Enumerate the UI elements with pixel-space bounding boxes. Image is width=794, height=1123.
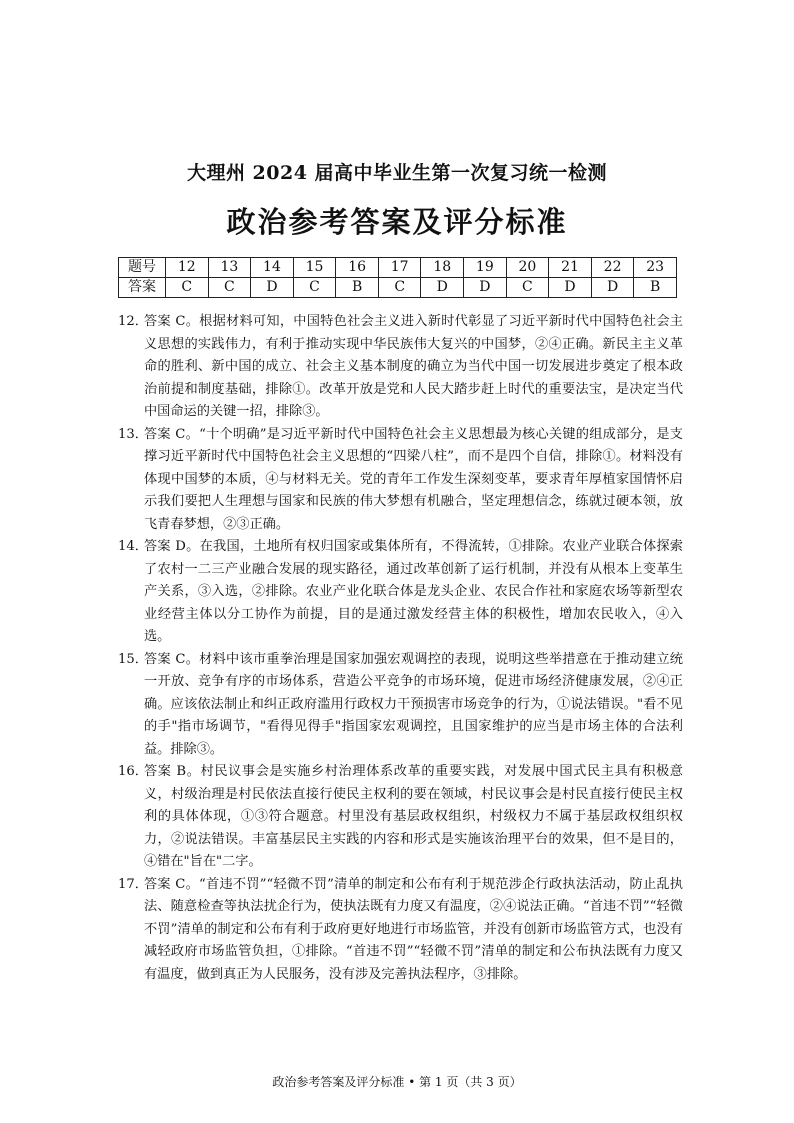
answer-cell: D [591,278,634,298]
answer-cell: B [336,278,379,298]
answer-table [118,257,677,298]
answer-cell: C [293,278,336,298]
question-number-header: 题号 [119,258,166,278]
exam-title: 大理州 2024 届高中毕业生第一次复习统一检测 [186,162,608,184]
document-subtitle: 政治参考答案及评分标准 [226,205,568,239]
item-number: 13． [118,426,148,442]
question-number-cell: 22 [591,258,634,278]
question-number-cell: 19 [464,258,507,278]
question-number-cell: 21 [549,258,592,278]
item-number: 16． [118,764,148,779]
item-text: 答案 C。材料中该市重拳治理是国家加强宏观调控的表现，说明这些举措意在于推动建立统一开放、竞争有序的市场体系，营造公平竞争的市场环境，促进市场经济健康发展，②④正确。应该依法制止和纠正政府滥用行政权力干预损害市场竞争的行为，①说法错误。"看不见的手"指市场调节，"看得见得手"指国家宏观调控，且国家维护的应当是市场主体的合法利益。排除③。 [144,651,683,757]
question-number-cell: 15 [293,258,336,278]
question-number-cell: 23 [634,258,677,278]
question-number-cell: 12 [166,258,209,278]
item-text: 答案 C。根据材料可知，中国特色社会主义进入新时代彰显了习近平新时代中国特色社会主义思想的实践伟力，有利于推动实现中华民族伟大复兴的中国梦，②④正确。新民主主义革命的胜利、新中国的成立、社会主义基本制度的确立为当代中国一切发展进步奠定了根本政治前提和制度基础，排除①。改革开放是党和人民大踏步赶上时代的重要法宝，是决定当代中国命运的关键一招，排除③。 [144,314,683,419]
question-number-cell: 18 [421,258,464,278]
answer-cell: C [208,278,251,298]
answer-cell: C [166,278,209,298]
item-text: 答案 D。在我国，土地所有权归国家或集体所有，不得流转，①排除。农业产业联合体探索了农村一二三产业融合发展的现实路径，通过改革创新了运行机制，并没有从根本上变革生产关系，③入选，②排除。农业产业化联合体是龙头企业、农民合作社和家庭农场等新型农业经营主体以分工协作为前提，目的是通过激发经营主体的积极性，增加农民收入，④入选。 [144,539,683,644]
explanation-item [118,311,683,424]
explanation-item [118,649,683,762]
question-number-cell: 20 [506,258,549,278]
item-number: 15． [118,651,148,667]
item-number: 12． [118,314,148,329]
question-number-cell: 13 [208,258,251,278]
item-number: 17． [118,876,148,892]
question-number-cell: 14 [251,258,294,278]
question-number-cell: 17 [378,258,421,278]
question-number-row [119,258,677,278]
answer-explanations [118,311,683,986]
answer-row [119,278,677,298]
explanation-item [118,874,683,987]
explanation-item [118,536,683,649]
item-number: 14． [118,539,148,554]
page-footer: 政治参考答案及评分标准 • 第 1 页（共 3 页） [272,1075,522,1089]
item-text: 答案 C。“首违不罚”“轻微不罚”清单的制定和公布有利于规范涉企行政执法活动，防止乱执法、随意检查等执法扰企行为，使执法既有力度又有温度，②④说法正确。“首违不罚”“轻微不罚”清单的制定和公布有利于政府更好地进行市场监管，并没有创新市场监管方式，也没有减轻政府市场监管负担，①排除。“首违不罚”“轻微不罚”清单的制定和公布执法既有力度又有温度，做到真正为人民服务，没有涉及完善执法程序，③排除。 [144,876,683,982]
answer-cell: C [378,278,421,298]
answer-cell: D [464,278,507,298]
answer-header: 答案 [119,278,166,298]
answer-cell: D [251,278,294,298]
answer-cell: D [549,278,592,298]
answer-cell: B [634,278,677,298]
item-text: 答案 B。村民议事会是实施乡村治理体系改革的重要实践，对发展中国式民主具有积极意义，村级治理是村民依法直接行使民主权利的要在领域，村民议事会是村民直接行使民主权利的具体体现，①③符合题意。村里没有基层政权组织，村级权力不属于基层政权组织权力，②说法错误。丰富基层民主实践的内容和形式是实施该治理平台的效果，但不是目的，④错在"旨在"二字。 [144,764,683,869]
explanation-item [118,761,683,874]
question-number-cell: 16 [336,258,379,278]
answer-cell: D [421,278,464,298]
explanation-item [118,424,683,537]
item-text: 答案 C。“十个明确”是习近平新时代中国特色社会主义思想最为核心关键的组成部分，是支撑习近平新时代中国特色社会主义思想的“四梁八柱”，而不是四个自信，排除①。材料没有体现中国梦的本质，④与材料无关。党的青年工作发生深刻变革，要求青年厚植家国情怀启示我们要把人生理想与国家和民族的伟大梦想有机融合，坚定理想信念，练就过硬本领，放飞青春梦想，②③正确。 [144,426,683,532]
answer-cell: C [506,278,549,298]
